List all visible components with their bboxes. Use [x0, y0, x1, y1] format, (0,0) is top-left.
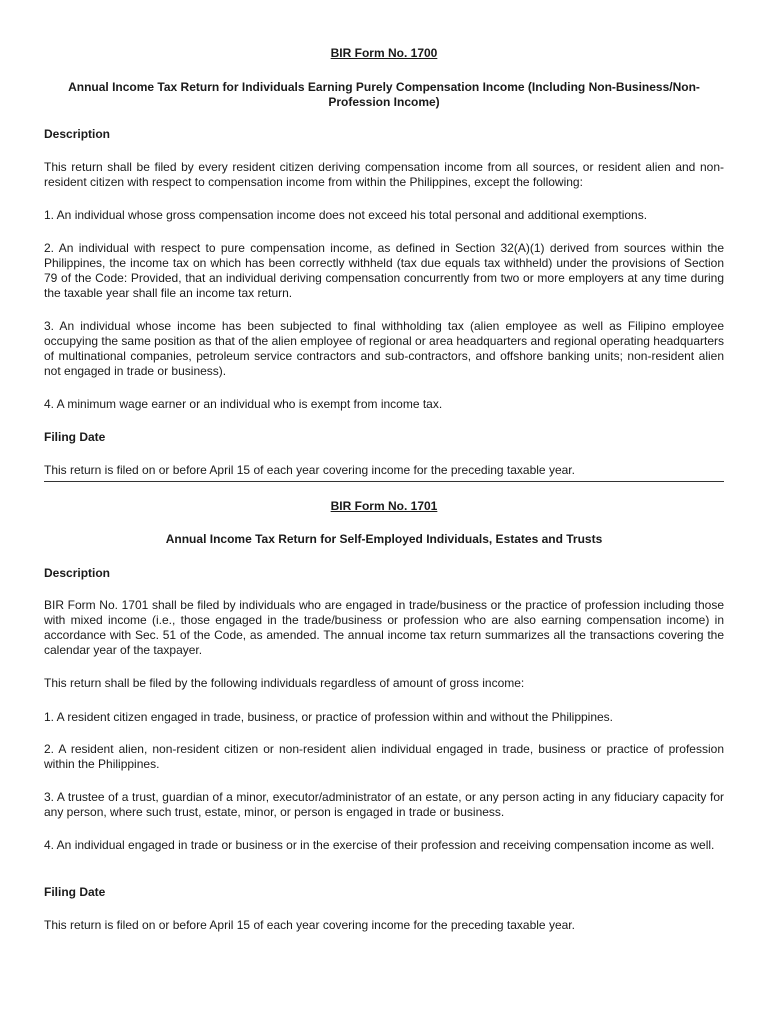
- form-1700-paragraph-intro: This return shall be filed by every resident citizen deriving compensation income from all sources, or resident alien and non-resident citizen with respect to compensation income from within the Philippines, except the following:: [44, 160, 724, 189]
- form-1701-paragraph-item-4: 4. An individual engaged in trade or business or in the exercise of their profession and receiving compensation income as well.: [44, 838, 715, 852]
- form-1701-description-heading: Description: [44, 566, 111, 580]
- form-1700-title: BIR Form No. 1700: [330, 46, 438, 60]
- form-1701-subtitle: Annual Income Tax Return for Self-Employed Individuals, Estates and Trusts: [165, 532, 603, 546]
- form-1701-filing-heading: Filing Date: [44, 885, 106, 899]
- form-1701-paragraph-applicability: This return shall be filed by the following individuals regardless of amount of gross income:: [44, 676, 525, 690]
- section-divider: [44, 481, 724, 482]
- form-1701-paragraph-item-1: 1. A resident citizen engaged in trade, business, or practice of profession within and without the Philippines.: [44, 710, 614, 724]
- form-1701-title: BIR Form No. 1701: [330, 499, 438, 513]
- form-1700-description-heading: Description: [44, 127, 111, 141]
- form-1700-paragraph-item-4: 4. A minimum wage earner or an individual who is exempt from income tax.: [44, 397, 443, 411]
- form-1700-paragraph-item-2: 2. An individual with respect to pure compensation income, as defined in Section 32(A)(1) derived from sources within the Philippines, the income tax on which has been correctly withheld (tax due equals tax withheld) under the provisions of Section 79 of the Code: Provided, that an individual deriving compensation concurrently from two or more employers at any time during the taxable year shall file an income tax return.: [44, 241, 724, 300]
- form-1701-paragraph-item-2: 2. A resident alien, non-resident citizen or non-resident alien individual engaged in trade, business or practice of profession within the Philippines.: [44, 742, 724, 771]
- form-1700-filing-text: This return is filed on or before April 15 of each year covering income for the preceding taxable year.: [44, 463, 575, 477]
- form-1700-subtitle: Annual Income Tax Return for Individuals Earning Purely Compensation Income (Including Non-Business/Non-Profession Income): [68, 80, 700, 109]
- form-1700-paragraph-item-3: 3. An individual whose income has been subjected to final withholding tax (alien employee as well as Filipino employee occupying the same position as that of the alien employee of regional or area headquarters and regional operating headquarters of multinational companies, petroleum service contractors and sub-contractors, and offshore banking units; non-resident alien not engaged in trade or business).: [44, 319, 724, 378]
- form-1700-filing-heading: Filing Date: [44, 430, 106, 444]
- document-page: [44, 0, 724, 1024]
- form-1700-paragraph-item-1: 1. An individual whose gross compensation income does not exceed his total personal and additional exemptions.: [44, 208, 648, 222]
- form-1701-paragraph-intro: BIR Form No. 1701 shall be filed by individuals who are engaged in trade/business or the practice of profession including those with mixed income (i.e., those engaged in the trade/business or profession who are also earning compensation income) in accordance with Sec. 51 of the Code, as amended. The annual income tax return summarizes all the transactions covering the calendar year of the taxpayer.: [44, 598, 724, 657]
- form-1701-filing-text: This return is filed on or before April 15 of each year covering income for the preceding taxable year.: [44, 918, 575, 932]
- form-1701-paragraph-item-3: 3. A trustee of a trust, guardian of a minor, executor/administrator of an estate, or any person acting in any fiduciary capacity for any person, where such trust, estate, minor, or person is engaged in trade or business.: [44, 790, 724, 819]
